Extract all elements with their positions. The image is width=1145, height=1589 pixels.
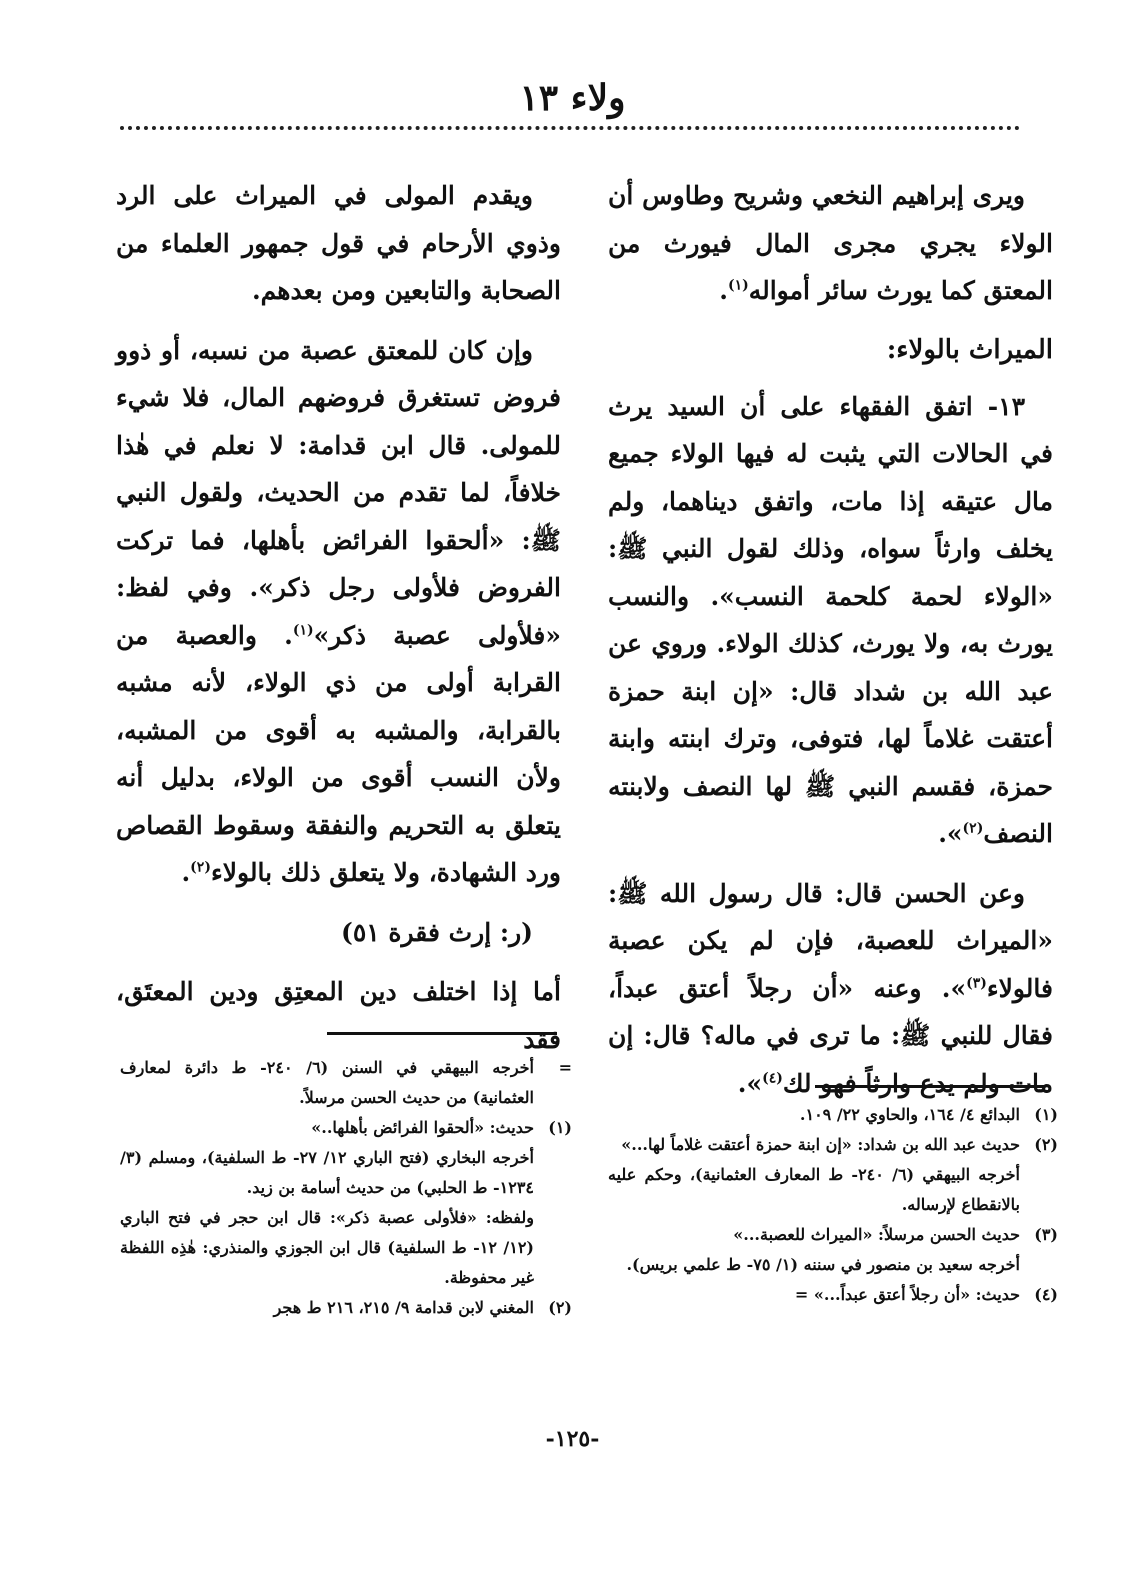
footnote-item	[120, 1113, 572, 1293]
footnote-ref: (١)	[727, 277, 749, 294]
footnote-line: البدائع ٤/ ١٦٤، والحاوي ٢٢/ ١٠٩.	[799, 1105, 1020, 1124]
footnote-ref: (١)	[292, 622, 314, 639]
footnote-line: حديث عبد الله بن شداد: «إن ابنة حمزة أعتقت غلاماً لها...»	[621, 1135, 1020, 1154]
paragraph-13-end: ».	[938, 819, 963, 848]
paragraph-13-text: ١٣- اتفق الفقهاء على أن السيد يرث في الحالات التي يثبت له فيها الولاء جميع مال عتيقه إذا مات، واتفق ديناهما، ولم يخلف وارثاً سواه، وذلك لقول النبي ﷺ: «الولاء لحمة كلحمة النسب». والنسب يورث به، ولا يورث، كذلك الولاء. وروي عن عبد الله بن شداد قال: «إن ابنة حمزة أعتقت غلاماً لها، فتوفى، وترك ابنته وابنة حمزة، فقسم النبي ﷺ لها النصف ولابنته النصف	[608, 391, 1053, 848]
footnote-line: حديث الحسن مرسلاً: «الميراث للعصبة...»	[733, 1225, 1020, 1244]
footnote-item	[608, 1100, 1058, 1130]
religion-difference-paragraph: أما إذا اختلف دين المعتِق ودين المعتَق، فقد	[116, 977, 561, 1054]
asaba-text-a: وإن كان للمعتق عصبة من نسبه، أو ذوو فروض تستغرق فروضهم المال، فلا شيء للمولى. قال ابن قدامة: لا نعلم في هٰذا خلافاً، لما تقدم من الحديث، ولقول النبي ﷺ: «ألحقوا الفرائض بأهلها، فما تركت الفروض فلأولى رجل ذكر». وفي لفظ: «فلأولى عصبة ذكر»	[116, 335, 561, 650]
hasan-text-b: ». وعنه «أن رجلاً أعتق عبداً، فقال للنبي ﷺ: ما ترى في ماله؟ قال: إن مات ولم يدع وارثاً فهو لك	[608, 973, 1053, 1098]
footnote-rule-right	[815, 1085, 1045, 1088]
footnote-item	[608, 1220, 1058, 1280]
asaba-text-b: . والعصبة من القرابة أولى من ذي الولاء، لأنه مشبه بالقرابة، والمشبه به أقوى من المشبه، ولأن النسب أقوى من الولاء، بدليل أنه يتعلق به التحريم والنفقة وسقوط القصاص ورد الشهادة، ولا يتعلق ذلك بالولاء	[116, 620, 561, 887]
footnote-line: ولفظه: «فلأولى عصبة ذكر»: قال ابن حجر في فتح الباري (١٢/ ١٢- ط السلفية) قال ابن الجوزي والمنذري: هٰذِه اللفظة غير محفوظة.	[120, 1208, 534, 1287]
footnotes-left	[120, 1053, 572, 1323]
footnote-line: أخرجه البيهقي في السنن (٦/ ٢٤٠- ط دائرة لمعارف العثمانية) من حديث الحسن مرسلاً.	[120, 1058, 534, 1107]
section-heading: الميراث بالولاء:	[886, 334, 1053, 365]
page-header-title: ولاء ١٣	[519, 77, 626, 119]
hasan-end: ».	[737, 1068, 763, 1098]
hasan-text-a: وعن الحسن قال: قال رسول الله ﷺ: «الميراث للعصبة، فإن لم يكن عصبة فالولاء	[608, 878, 1053, 1003]
footnote-number: (٢)	[548, 1298, 572, 1317]
intro-paragraph	[608, 172, 1053, 315]
footnote-item	[120, 1293, 572, 1323]
footnote-line: أخرجه البيهقي (٦/ ٢٤٠- ط المعارف العثمانية)، وحكم عليه بالانقطاع لإرساله.	[608, 1165, 1020, 1214]
intro-end: .	[719, 276, 728, 305]
footnote-number: (٤)	[1034, 1285, 1058, 1304]
footnote-line: حديث: «ألحقوا الفرائض بأهلها..»	[311, 1118, 534, 1137]
left-column	[116, 172, 561, 1075]
header-dotted-rule	[120, 126, 1020, 130]
footnote-item	[608, 1280, 1058, 1310]
footnote-rule-left	[327, 1032, 557, 1035]
footnote-number: (١)	[1034, 1105, 1058, 1124]
footnote-number: (١)	[548, 1118, 572, 1137]
footnote-item	[608, 1130, 1058, 1220]
footnote-ref: (٣)	[966, 975, 987, 992]
footnote-ref: (٢)	[962, 820, 984, 837]
asaba-paragraph	[116, 327, 561, 897]
hasan-paragraph	[608, 870, 1053, 1108]
right-column	[608, 172, 1053, 1119]
cross-reference: (ر: إرث فقرة ٥١)	[341, 917, 533, 947]
footnote-ref: (٢)	[190, 859, 211, 876]
footnote-ref: (٤)	[762, 1070, 783, 1087]
footnote-line: أخرجه البخاري (فتح الباري ١٢/ ٢٧- ط السلفية)، ومسلم (٣/ ١٢٣٤- ط الحلبي) من حديث أسامة بن زيد.	[120, 1148, 535, 1197]
footnote-line: المغني لابن قدامة ٩/ ٢١٥، ٢١٦ ط هجر	[273, 1298, 534, 1317]
paragraph-13	[608, 383, 1053, 858]
footnote-continuation-mark: =	[558, 1058, 572, 1077]
footnote-line: حديث: «أن رجلاً أعتق عبداً...» =	[794, 1285, 1020, 1304]
footnote-line: أخرجه سعيد بن منصور في سننه (١/ ٧٥- ط علمي بريس).	[626, 1255, 1020, 1274]
page-number: -١٢٥-	[545, 1426, 600, 1452]
footnote-number: (٢)	[1034, 1135, 1058, 1154]
mawla-precedence-paragraph: ويقدم المولى في الميراث على الرد وذوي الأرحام في قول جمهور العلماء من الصحابة والتابعين ومن بعدهم.	[116, 181, 561, 305]
asaba-end: .	[181, 858, 191, 887]
footnote-number: (٣)	[1034, 1225, 1058, 1244]
intro-text: ويرى إبراهيم النخعي وشريح وطاوس أن الولاء يجري مجرى المال فيورث من المعتق كما يورث سائر أمواله	[608, 181, 1053, 305]
footnotes-right	[608, 1100, 1058, 1310]
footnote-item	[120, 1053, 572, 1113]
